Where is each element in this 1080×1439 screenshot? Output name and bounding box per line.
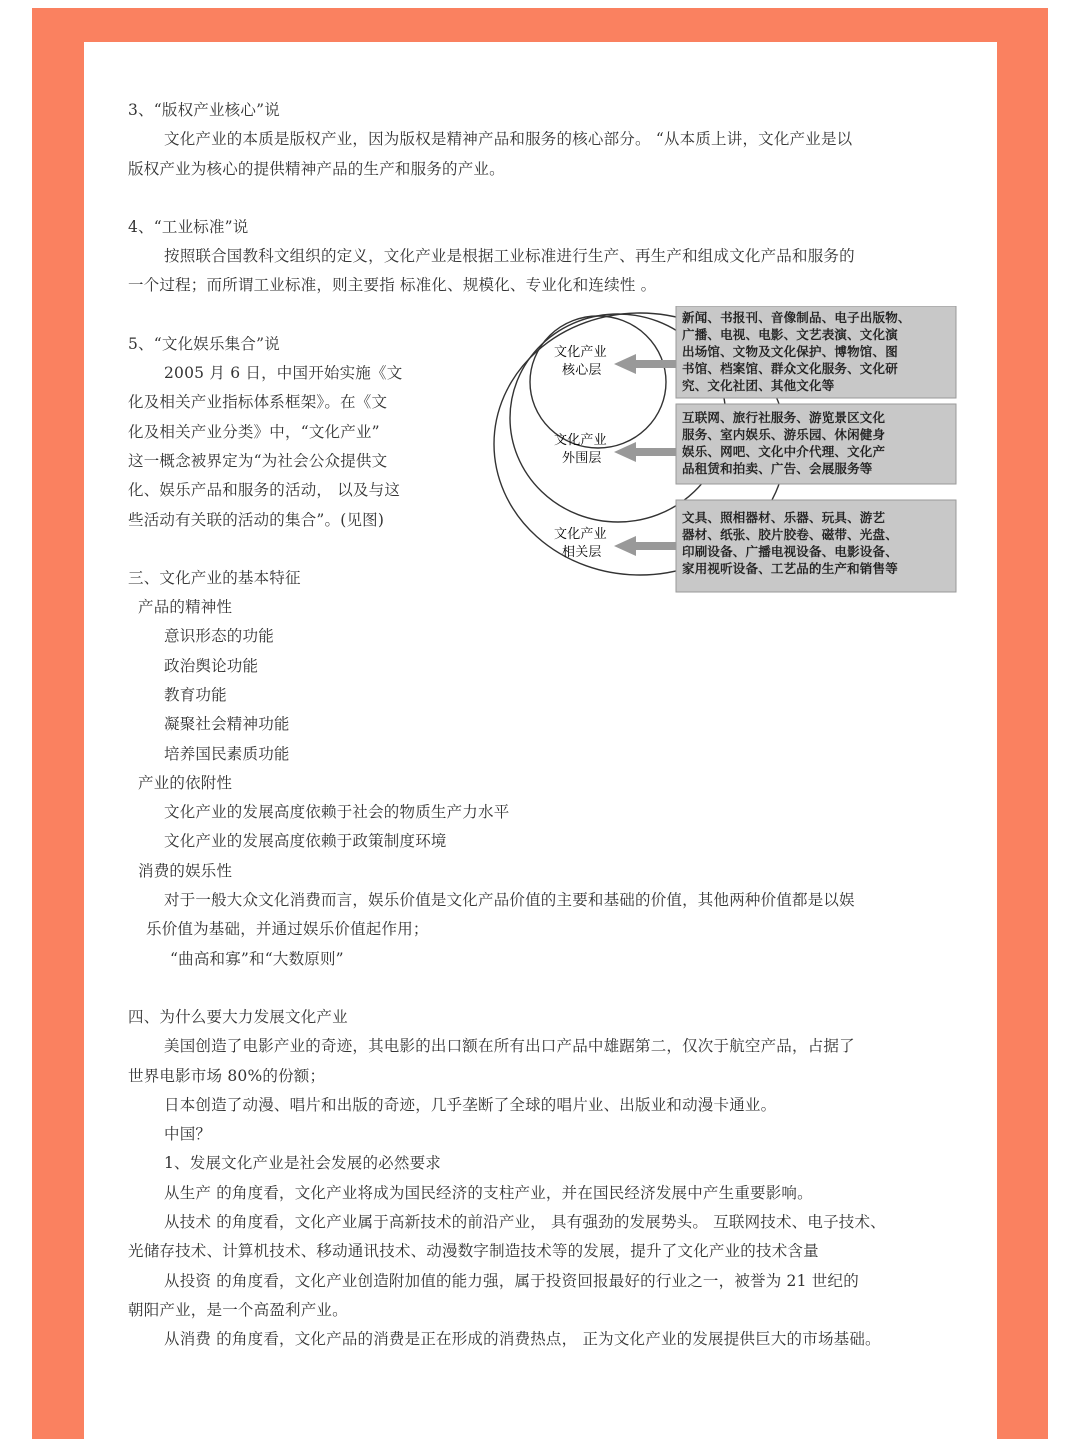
sec4b-p2a: 从技术 的角度看，文化产业属于高新技术的前沿产业， 具有强劲的发展势头。 互联网技术、电子技术、 [164, 1213, 886, 1232]
sec5-line: 2005 月 6 日，中国开始实施《文 [164, 364, 403, 383]
features-title: 三、文化产业的基本特征 [128, 568, 301, 587]
box1-line: 出场馆、文物及文化保护、博物馆、图 [682, 343, 898, 359]
feature-ent: 消费的娱乐性 [138, 861, 233, 880]
sec3-line1: 文化产业的本质是版权产业，因为版权是精神产品和服务的核心部分。 “从本质上讲，文化产业是以 [164, 130, 853, 149]
box2-line: 品租赁和拍卖、广告、会展服务等 [682, 460, 873, 476]
sec4b-p1: 从生产 的角度看，文化产业将成为国民经济的支柱产业，并在国民经济发展中产生重要影响。 [164, 1183, 813, 1202]
feature-ent-line3: “曲高和寡”和“大数原则” [170, 949, 344, 968]
box2-line: 互联网、旅行社服务、游览景区文化 [682, 409, 886, 425]
sec4b-p3a: 从投资 的角度看，文化产业创造附加值的能力强，属于投资回报最好的行业之一，被誉为 21 世纪的 [164, 1271, 859, 1290]
sec4b-p2b: 光储存技术、计算机技术、移动通讯技术、动漫数字制造技术等的发展，提升了文化产业的技术含量 [128, 1242, 819, 1261]
sec4-line1: 按照联合国教科文组织的定义，文化产业是根据工业标准进行生产、再生产和组成文化产品和服务的 [164, 247, 855, 266]
feature-item: 意识形态的功能 [164, 627, 274, 646]
arrow-icon [614, 536, 676, 556]
feature-item: 教育功能 [164, 685, 227, 704]
box3-line: 文具、照相器材、乐器、玩具、游艺 [682, 509, 886, 525]
box3-line: 印刷设备、广播电视设备、电影设备、 [682, 543, 898, 559]
core-label-2: 核心层 [562, 362, 602, 378]
feature-depend: 产业的依附性 [138, 773, 233, 792]
box3-line: 家用视听设备、工艺品的生产和销售等 [682, 560, 898, 576]
sec4-title: 4、“工业标准”说 [128, 217, 249, 236]
box3-line: 器材、纸张、胶片胶卷、磁带、光盘、 [682, 526, 898, 542]
core-layer-circle [530, 316, 666, 448]
box1-line: 书馆、档案馆、群众文化服务、文化研 [682, 360, 898, 376]
outer-label-2: 外围层 [562, 450, 602, 466]
sec4b-h1: 1、发展文化产业是社会发展的必然要求 [164, 1154, 441, 1173]
feature-spirit: 产品的精神性 [138, 598, 233, 617]
culture-industry-layers-diagram [458, 306, 958, 596]
box2-line: 服务、室内娱乐、游乐园、休闲健身 [682, 426, 886, 442]
document-content [128, 96, 958, 1355]
top-strip [0, 0, 1080, 8]
feature-item: 凝聚社会精神功能 [164, 715, 290, 734]
document-page [84, 42, 997, 1439]
sec4b-jp: 日本创造了动漫、唱片和出版的奇迹，几乎垄断了全球的唱片业、出版业和动漫卡通业。 [164, 1095, 777, 1114]
sec4b-title: 四、为什么要大力发展文化产业 [128, 1007, 348, 1026]
sec5-block [128, 309, 958, 576]
sec4-line2: 一个过程；而所谓工业标准，则主要指 标准化、规模化、专业化和连续性 。 [128, 276, 657, 295]
feature-item: 政治舆论功能 [164, 656, 259, 675]
sec5-title: 5、“文化娱乐集合”说 [128, 334, 280, 353]
sec5-line: 些活动有关联的活动的集合”。(见图) [128, 510, 385, 529]
sec3-line2: 版权产业为核心的提供精神产品的生产和服务的产业。 [128, 159, 505, 178]
arrow-icon [614, 442, 676, 462]
sec3-title: 3、“版权产业核心”说 [128, 101, 280, 119]
box1-line: 新闻、书报刊、音像制品、电子出版物、 [682, 309, 911, 325]
feature-item: 培养国民素质功能 [164, 744, 290, 763]
related-label-2: 相关层 [562, 544, 602, 560]
box1-line: 究、文化社团、其他文化等 [682, 377, 835, 393]
sec5-line: 化及相关产业分类》中，“文化产业” [128, 422, 380, 441]
feature-item: 文化产业的发展高度依赖于社会的物质生产力水平 [164, 803, 510, 822]
feature-item: 文化产业的发展高度依赖于政策制度环境 [164, 832, 447, 851]
core-label-1: 文化产业 [554, 344, 607, 360]
box1-line: 广播、电视、电影、文艺表演、文化演 [682, 326, 898, 342]
related-label-1: 文化产业 [554, 526, 607, 542]
outer-label-1: 文化产业 [554, 432, 607, 448]
sec4b-p3b: 朝阳产业，是一个高盈利产业。 [128, 1300, 348, 1319]
box2-line: 娱乐、网吧、文化中介代理、文化产 [682, 443, 886, 459]
feature-ent-line2: 乐价值为基础，并通过娱乐价值起作用； [146, 920, 429, 939]
sec5-line: 这一概念被界定为“为社会公众提供文 [128, 451, 388, 470]
feature-ent-line1: 对于一般大众文化消费而言，娱乐价值是文化产品价值的主要和基础的价值，其他两种价值都是以娱 [164, 891, 855, 910]
sec4b-us1: 美国创造了电影产业的奇迹，其电影的出口额在所有出口产品中雄踞第二，仅次于航空产品，占据了 [164, 1037, 855, 1056]
sec5-line: 化、娱乐产品和服务的活动， 以及与这 [128, 481, 401, 500]
sec4b-p4: 从消费 的角度看，文化产品的消费是正在形成的消费热点， 正为文化产业的发展提供巨大的市场基础。 [164, 1330, 881, 1349]
arrow-icon [614, 354, 676, 374]
sec4b-cn: 中国？ [164, 1125, 212, 1144]
sec5-line: 化及相关产业指标体系框架》。在《文 [128, 393, 388, 412]
sec4b-us2: 世界电影市场 80%的份额； [128, 1066, 326, 1085]
